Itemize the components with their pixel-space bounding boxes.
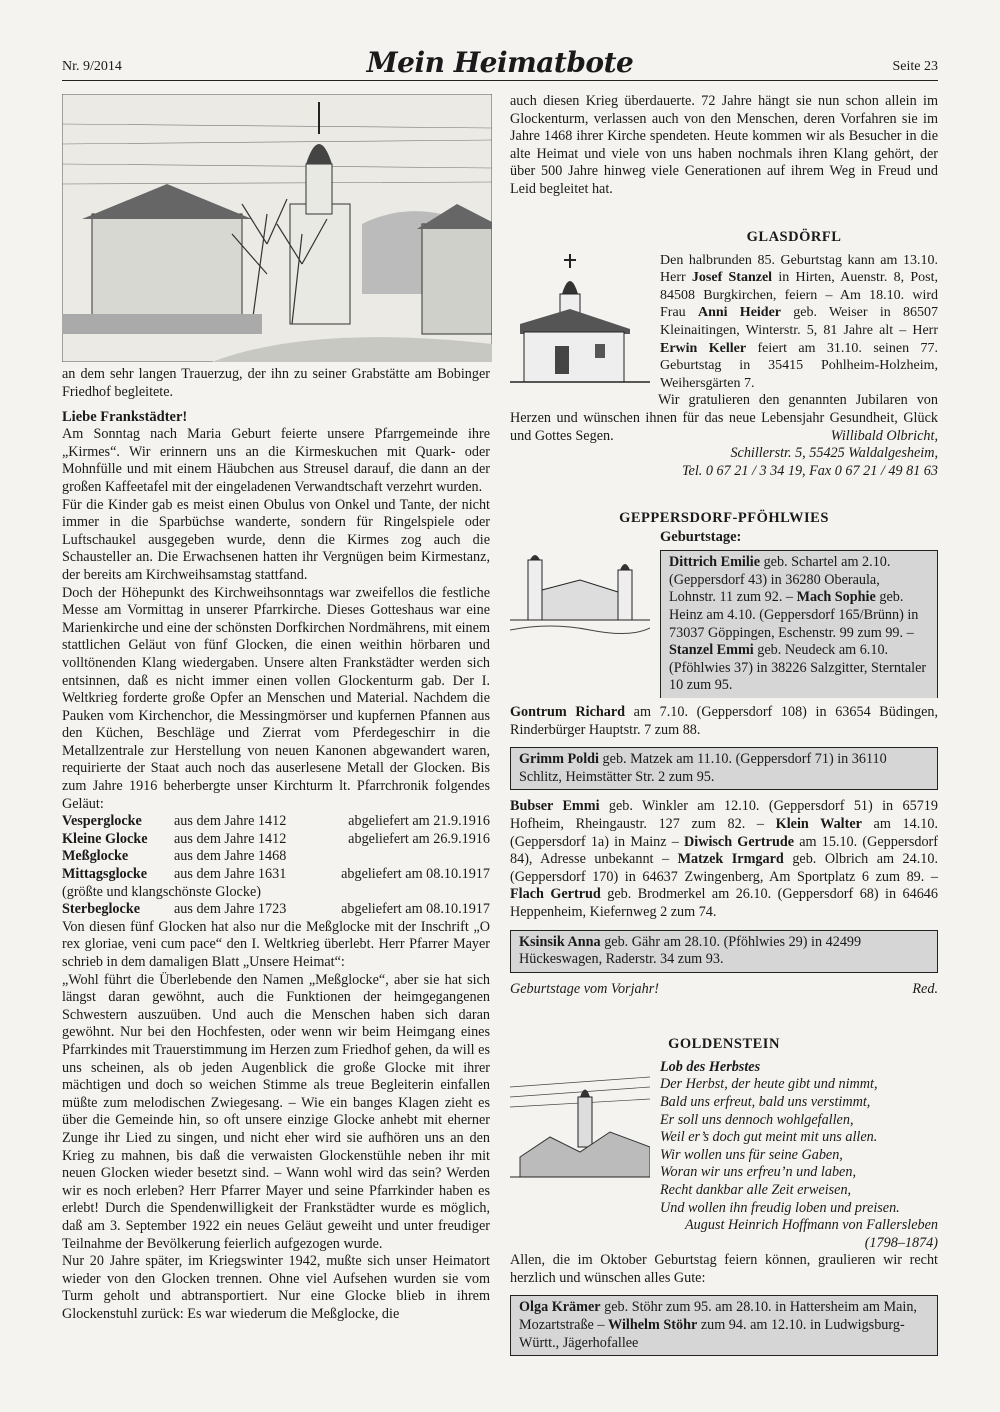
- poem-line: Recht dankbar alle Zeit erweisen,: [660, 1181, 852, 1198]
- text: geb. Heinz am 4.10. (Geppersdorf 165/Brünn) in 73037 Göppingen, Eschenstr. 99 zum 99. –: [669, 589, 919, 641]
- bell-table: [62, 813, 490, 919]
- masthead-logo: Mein Heimatbote: [366, 46, 634, 79]
- town-illustration: [510, 1067, 650, 1187]
- poem-author: August Heinrich Hoffmann von Fallersleben: [685, 1217, 938, 1234]
- bell-fate: abgeliefert am 08.10.1917: [341, 866, 490, 883]
- text: geb. Stöhr zum 95. am 28.10. in Hattersheim am Main, Mozartstraße –: [519, 1299, 917, 1334]
- poem-line: Woran wir uns erfreu’n und laben,: [660, 1164, 856, 1181]
- bell-year: aus dem Jahre 1468: [174, 848, 287, 865]
- paragraph: Allen, die im Oktober Geburtstag feiern können, graulieren wir recht herzlich und wünschen alles Gute:: [510, 1252, 938, 1286]
- jubilar-name: Bubser Emmi: [510, 798, 600, 815]
- text: geb. Schartel am 2.10. (Geppersdorf 43) in 36280 Oberaula, Lohnstr. 11 zum 92. –: [669, 554, 891, 606]
- table-row: [62, 848, 490, 866]
- poem-years: (1798–1874): [864, 1234, 938, 1251]
- bell-fate: [324, 848, 490, 866]
- bell-fate: abgeliefert am 21.9.1916: [348, 813, 490, 830]
- chapel-illustration: [510, 254, 650, 392]
- jubilar-name: Josef Stanzel: [691, 270, 773, 286]
- paragraph: Von diesen fünf Glocken hat also nur die Meßglocke mit der Inschrift „O rex gloriae, veni cum pace“ den I. Weltkrieg überlebt. Herr Pfarrer Mayer schrieb in dem damaligen Blatt „Unsere Heimat“:: [62, 918, 490, 970]
- paragraph: Doch der Höhepunkt des Kirchweihsonntags war zweifellos die festliche Messe am Vormittag in unserer Pfarrkirche. Dieses Gotteshaus war eine Marienkirche und eine der schönsten Dorfkirchen Nordmährens, mit einem stattlichen Geläut von fünf Glocken, die einen weithin hörbaren und volltönenden Klang wiedergaben. Unsere alten Frankstädter werden sich entsinnen, daß es nicht immer einen vollen Glockenturm gab. Der I. Weltkrieg forderte große Opfer an Menschen und Material. Nachdem die Pauken vom Kirchenchor, die Messingmörser und kupfernen Pfannen aus den Küchen, Beschläge und Zierrat vom Pferdegeschirr in die Metallzentrale zur Herstellung von neuen Kanonen abgewandert waren, requirierte der Staat auch noch das auserlesene Metall der Glocken. Bis zum Jahre 1916 beherbergte unser Kirchturm lt. Pfarrchronik folgendes Geläut:: [62, 584, 490, 812]
- paragraph: an dem sehr langen Trauerzug, der ihn zu seiner Grabstätte am Bobinger Friedhof begleitete.: [62, 366, 490, 400]
- highlight-box: [660, 550, 938, 698]
- bell-name: Meßglocke: [62, 848, 129, 865]
- jubilar-name: Stanzel Emmi: [669, 642, 754, 659]
- text: geb. Olbrich am 24.10. (Geppersdorf 170) in 64637 Zwingenberg, Am Sportplatz 6 zum 89. –: [510, 851, 938, 885]
- text: geb. Weiser in 86507 Kleinaitingen, Winterstr. 5, 81 Jahre alt – Herr: [660, 305, 939, 338]
- jubilar-name: Flach Gertrud: [510, 886, 601, 903]
- jubilar-name: Klein Walter: [775, 816, 862, 832]
- table-row: [62, 831, 490, 849]
- left-column: [62, 366, 490, 1323]
- highlight-box: [510, 930, 938, 973]
- signature: Willibald Olbricht,: [830, 427, 938, 444]
- bell-name: Sterbeglocke: [62, 901, 141, 918]
- highlight-box: [510, 1295, 938, 1356]
- poem-line: Bald uns erfreut, bald uns verstimmt,: [660, 1093, 871, 1110]
- poem-line: Wir wollen uns für seine Gaben,: [660, 1146, 843, 1163]
- paragraph: auch diesen Krieg überdauerte. 72 Jahre hängt sie nun schon allein im Glockenturm, verlassen auch von den Menschen, deren Vorfahren sie im Jahre 1468 ihrer Kirche spendeten. Heute kommen wir als Besucher in die alte Heimat und viele von uns haben nochmals ihren Klang gehört, der über 500 Jahre hinweg viele Generationen auf ihrem Weg in Freud und Leid begleitet hat.: [510, 93, 938, 197]
- text: am 15.10. (Geppersdorf 84), Adresse unbekannt –: [510, 833, 939, 868]
- text: Wir gratulieren den genannten Jubilaren von Herzen und wünschen ihnen für das neue Lebensjahr Gesundheit, Glück und Gottes Segen.: [510, 392, 938, 444]
- bell-fate: abgeliefert am 08.10.1917: [341, 901, 490, 918]
- geppersdorf-block: [510, 550, 938, 698]
- text: geb. Gähr am 28.10. (Pföhlwies 29) in 42499 Hückeswagen, Raderstr. 34 zum 93.: [519, 933, 862, 968]
- text: geb. Matzek am 11.10. (Geppersdorf 71) in 36110 Schlitz, Heimstätter Str. 2 zum 95.: [519, 751, 887, 785]
- poem-line: Der Herbst, der heute gibt und nimmt,: [660, 1076, 878, 1093]
- table-row: [62, 866, 490, 884]
- paragraph: [510, 704, 938, 739]
- glasdoerfl-section: [510, 252, 938, 481]
- right-column: [510, 93, 938, 1356]
- jubilar-name: Anni Heider: [697, 305, 782, 321]
- jubilar-name: Erwin Keller: [660, 340, 747, 356]
- text: in Hirten, Auenstr. 8, Post, 84508 Burgkirchen, feiern – Am 18.10. wird Frau: [660, 270, 938, 321]
- section-title-goldenstein: GOLDENSTEIN: [668, 1035, 780, 1052]
- jubilar-name: Grimm Poldi: [519, 751, 599, 768]
- quote-paragraph: „Wohl führt die Überlebende den Namen „Meßglocke“, aber sie hat sich längst daran gewöhnt, auch die Funktionen der heimgegangenen Schwestern auszuüben. Und auch die Menschen haben sich daran gewöhnt. Nur bei den Hochfesten, oder wenn wir beim Heimgang eines Pfarrkindes mit Trauerstimmung im Herzen zum Friedhof gehen, da will es uns scheinen, als ob jeden Augenblick die große Glocke mit ihrer mächtigen und doch so weichen Stimme als treue Begleiterin einfallen müßte zum melodischen Zwiegesang. – Wie ein banges Klagen zieht es über die Gemeinde hin, so oft unsere einzige Glocke anhebt mit eherner Zunge ihr Lied zu singen, und nicht eher wird sie aufhören uns an den Krieg zu mahnen, bis daß die verwaisten Glockenstühle neben ihr mit neuen Glocken wieder besetzt sind. – Wann wohl wird das sein? Werden wir es noch erleben? Herr Pfarrer Mayer und seine Pfarrkinder haben es erlebt! Durch die Spendenwilligkeit der Frankstädter wurde es möglich, daß am 3. September 1922 ein neues Geläut geweiht und unter freudiger Teilnahme der Bevölkerung feierlich aufgezogen wurde.: [62, 971, 490, 1252]
- bell-fate: abgeliefert am 26.9.1916: [348, 830, 490, 847]
- paragraph: [510, 798, 938, 921]
- jubilar-name: Wilhelm Stöhr: [608, 1317, 698, 1334]
- issue-number: Nr. 9/2014: [62, 59, 122, 74]
- signature-address: Schillerstr. 5, 55425 Waldalgesheim,: [730, 445, 938, 462]
- section-title-geppersdorf: GEPPERSDORF-PFÖHLWIES: [619, 510, 829, 527]
- jubilar-name: Diwisch Gertrude: [684, 833, 795, 850]
- section-title-glasdoerfl: GLASDÖRFL: [746, 228, 842, 245]
- village-church-illustration: [510, 550, 650, 640]
- bell-year: aus dem Jahre 1723: [174, 901, 287, 918]
- bell-note: (größte und klangschönste Glocke): [62, 883, 261, 900]
- poem-line: Und wollen ihn freudig loben und preisen.: [660, 1199, 900, 1216]
- paragraph: Für die Kinder gab es meist einen Obulus von Onkel und Tante, der nicht immer in die Sparbüchse wanderte, sondern für Ringelspiele oder Luftschaukel ausgegeben wurde, denn die Kirmes zog auch die Schausteller an. Die Erwachsenen hatten ihr Vergnügen beim Kirmestanz, der bereits am Kirchweihsamstag stattfand.: [62, 496, 490, 583]
- text: feiert am 31.10. seinen 77. Geburtstag in 35415 Pohlheim-Holzheim, Weihersgärten 7.: [660, 340, 938, 391]
- goldenstein-poem: [510, 1059, 938, 1253]
- text: zum 94. am 12.10. in Ludwigsburg-Württ., Jägerhofallee: [519, 1317, 905, 1351]
- page-number: Seite 23: [892, 59, 938, 74]
- geppersdorf-footer: [510, 981, 938, 998]
- text: geb. Brodmerkel am 26.10. (Geppersdorf 68) in 64646 Heppenheim, Kiefernweg 2 zum 74.: [510, 886, 938, 920]
- jubilar-name: Gontrum Richard: [510, 704, 626, 721]
- table-row: [62, 813, 490, 831]
- text: geb. Winkler am 12.10. (Geppersdorf 51) in 65719 Hofheim, Rheingaustr. 127 zum 82. –: [510, 798, 938, 832]
- jubilar-name: Mach Sophie: [796, 589, 876, 606]
- bell-name: Kleine Glocke: [62, 830, 148, 847]
- highlight-box: [510, 747, 938, 790]
- paragraph: Am Sonntag nach Maria Geburt feierte unsere Pfarrgemeinde ihre „Kirmes“. Wir erinnern uns an die Kirmeskuchen mit Quark- oder Mohnfülle und mit einem Häubchen aus Streusel darauf, die dann an der großen Kaffeetafel mit der eingeladenen Verwandtschaft verzehrt wurden.: [62, 426, 490, 495]
- bell-year: aus dem Jahre 1412: [174, 813, 287, 830]
- jubilar-name: Dittrich Emilie: [669, 554, 761, 571]
- jubilar-name: Ksinsik Anna: [519, 933, 601, 950]
- poem-line: Er soll uns dennoch wohlgefallen,: [660, 1111, 854, 1128]
- paragraph: [660, 252, 938, 393]
- footer-author: Red.: [912, 980, 938, 997]
- signature-phone: Tel. 0 67 21 / 3 34 19, Fax 0 67 21 / 49 81 63: [681, 462, 938, 479]
- poem-title: Lob des Herbstes: [660, 1058, 761, 1075]
- table-row: [62, 901, 490, 919]
- bell-year: aus dem Jahre 1631: [174, 866, 287, 883]
- text: geb. Neudeck am 6.10. (Pföhlwies 37) in 38226 Salzgitter, Sterntaler 10 zum 95.: [669, 642, 927, 694]
- section-heading: Liebe Frankstädter!: [62, 409, 188, 426]
- footer-note: Geburtstage vom Vorjahr!: [510, 980, 659, 997]
- poem-line: Weil er’s doch gut meint mit uns allen.: [660, 1129, 878, 1146]
- jubilar-name: Matzek Irmgard: [677, 851, 784, 868]
- text: am 7.10. (Geppersdorf 108) in 63654 Büdingen, Rinderbürger Hauptstr. 7 zum 88.: [510, 704, 939, 738]
- subtitle-geburtstage: Geburtstage:: [660, 529, 742, 546]
- text: Den halbrunden 85. Geburtstag kann am 13.10. Herr: [660, 252, 938, 286]
- jubilar-name: Olga Krämer: [519, 1299, 601, 1316]
- table-row: [62, 884, 490, 902]
- bell-name: Vesperglocke: [62, 813, 142, 830]
- bell-name: Mittagsglocke: [62, 866, 148, 883]
- bell-year: aus dem Jahre 1412: [174, 830, 287, 847]
- paragraph: Nur 20 Jahre später, im Kriegswinter 1942, mußte sich unser Heimatort wieder von den Glocken trennen. Ohne viel Aufsehen wurden sie vom Turm geholt und abtransportiert. Nur eine Glocke blieb in ihrem Glockenstuhl zurück: Es war wiederum die Meßglocke, die: [62, 1253, 490, 1322]
- text: am 14.10. (Geppersdorf 1a) in Mainz –: [510, 816, 938, 850]
- church-illustration: [62, 94, 492, 362]
- header-rule: [62, 80, 938, 81]
